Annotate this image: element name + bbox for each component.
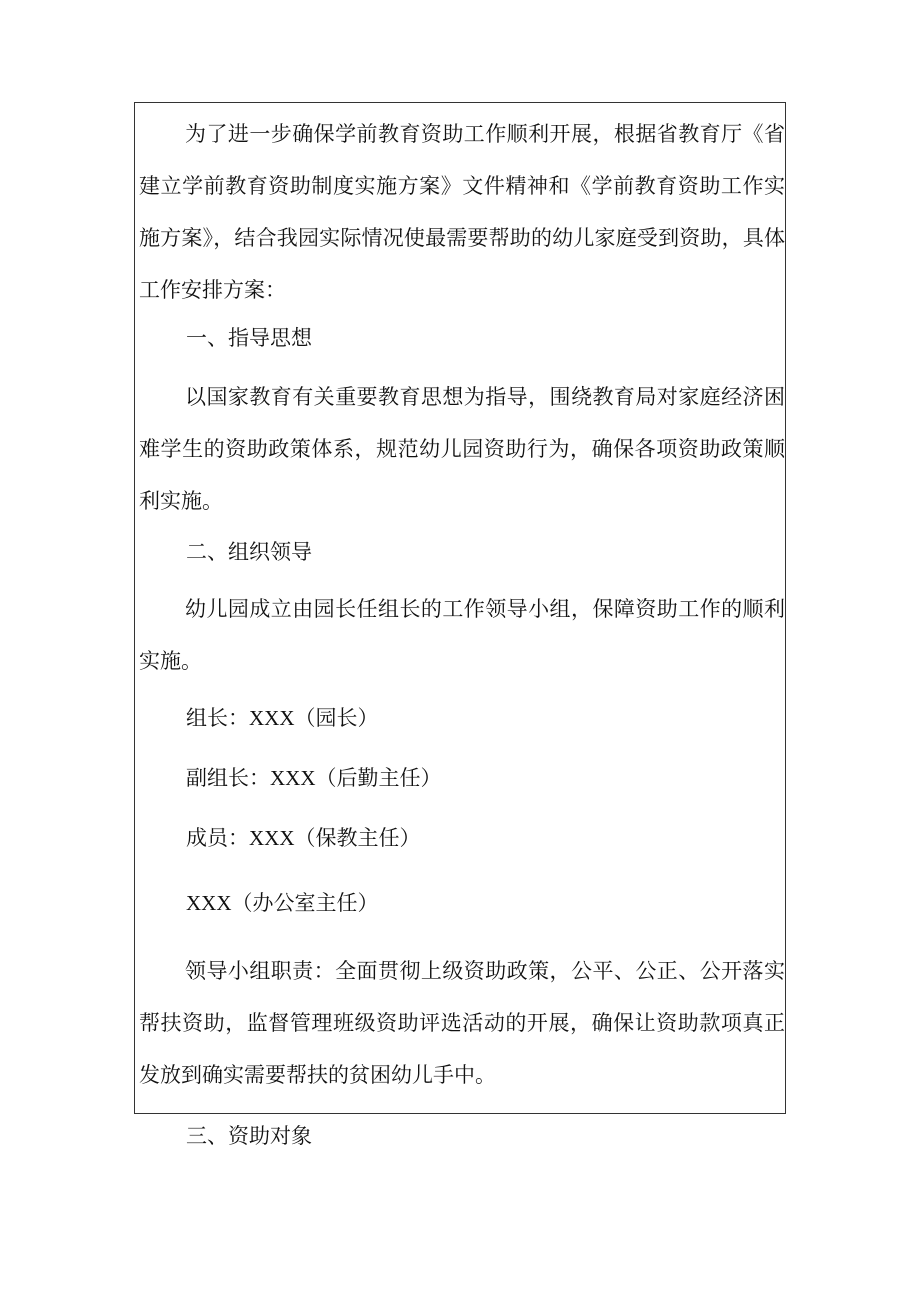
duties-paragraph: 领导小组职责：全面贯彻上级资助政策，公平、公正、公开落实帮扶资助，监督管理班级资助评选活动的开展，确保让资助款项真正发放到确实需要帮扶的贫困幼儿手中。 — [139, 959, 785, 1087]
heading-aid-recipients: 三、资助对象 — [186, 1124, 312, 1148]
deputy-role: （后勤主任） — [315, 766, 442, 790]
member-line — [186, 812, 786, 864]
member2-name: XXX — [186, 891, 232, 915]
heading-organization: 二、组织领导 — [186, 540, 312, 564]
heading-guiding-thought: 一、指导思想 — [186, 326, 312, 350]
member-name: XXX — [249, 826, 295, 850]
deputy-line — [186, 752, 786, 804]
leader-label: 组长： — [186, 706, 249, 730]
leader-line — [186, 692, 786, 744]
deputy-name: XXX — [270, 766, 316, 790]
leader-role: （园长） — [294, 706, 379, 730]
organization-paragraph: 幼儿园成立由园长任组长的工作领导小组，保障资助工作的顺利实施。 — [139, 597, 785, 673]
member2-line — [186, 877, 786, 929]
guiding-paragraph: 以国家教育有关重要教育思想为指导，围绕教育局对家庭经济困难学生的资助政策体系，规范幼儿园资助行为，确保各项资助政策顺利实施。 — [139, 385, 785, 513]
leader-name: XXX — [249, 706, 295, 730]
intro-paragraph: 为了进一步确保学前教育资助工作顺利开展，根据省教育厅《省建立学前教育资助制度实施方案》文件精神和《学前教育资助工作实施方案》，结合我园实际情况使最需要帮助的幼儿家庭受到资助，具体工作安排方案： — [139, 122, 785, 302]
member-role: （保教主任） — [294, 826, 421, 850]
member2-role: （办公室主任） — [231, 891, 379, 915]
member-label: 成员： — [186, 826, 249, 850]
deputy-label: 副组长： — [186, 766, 270, 790]
